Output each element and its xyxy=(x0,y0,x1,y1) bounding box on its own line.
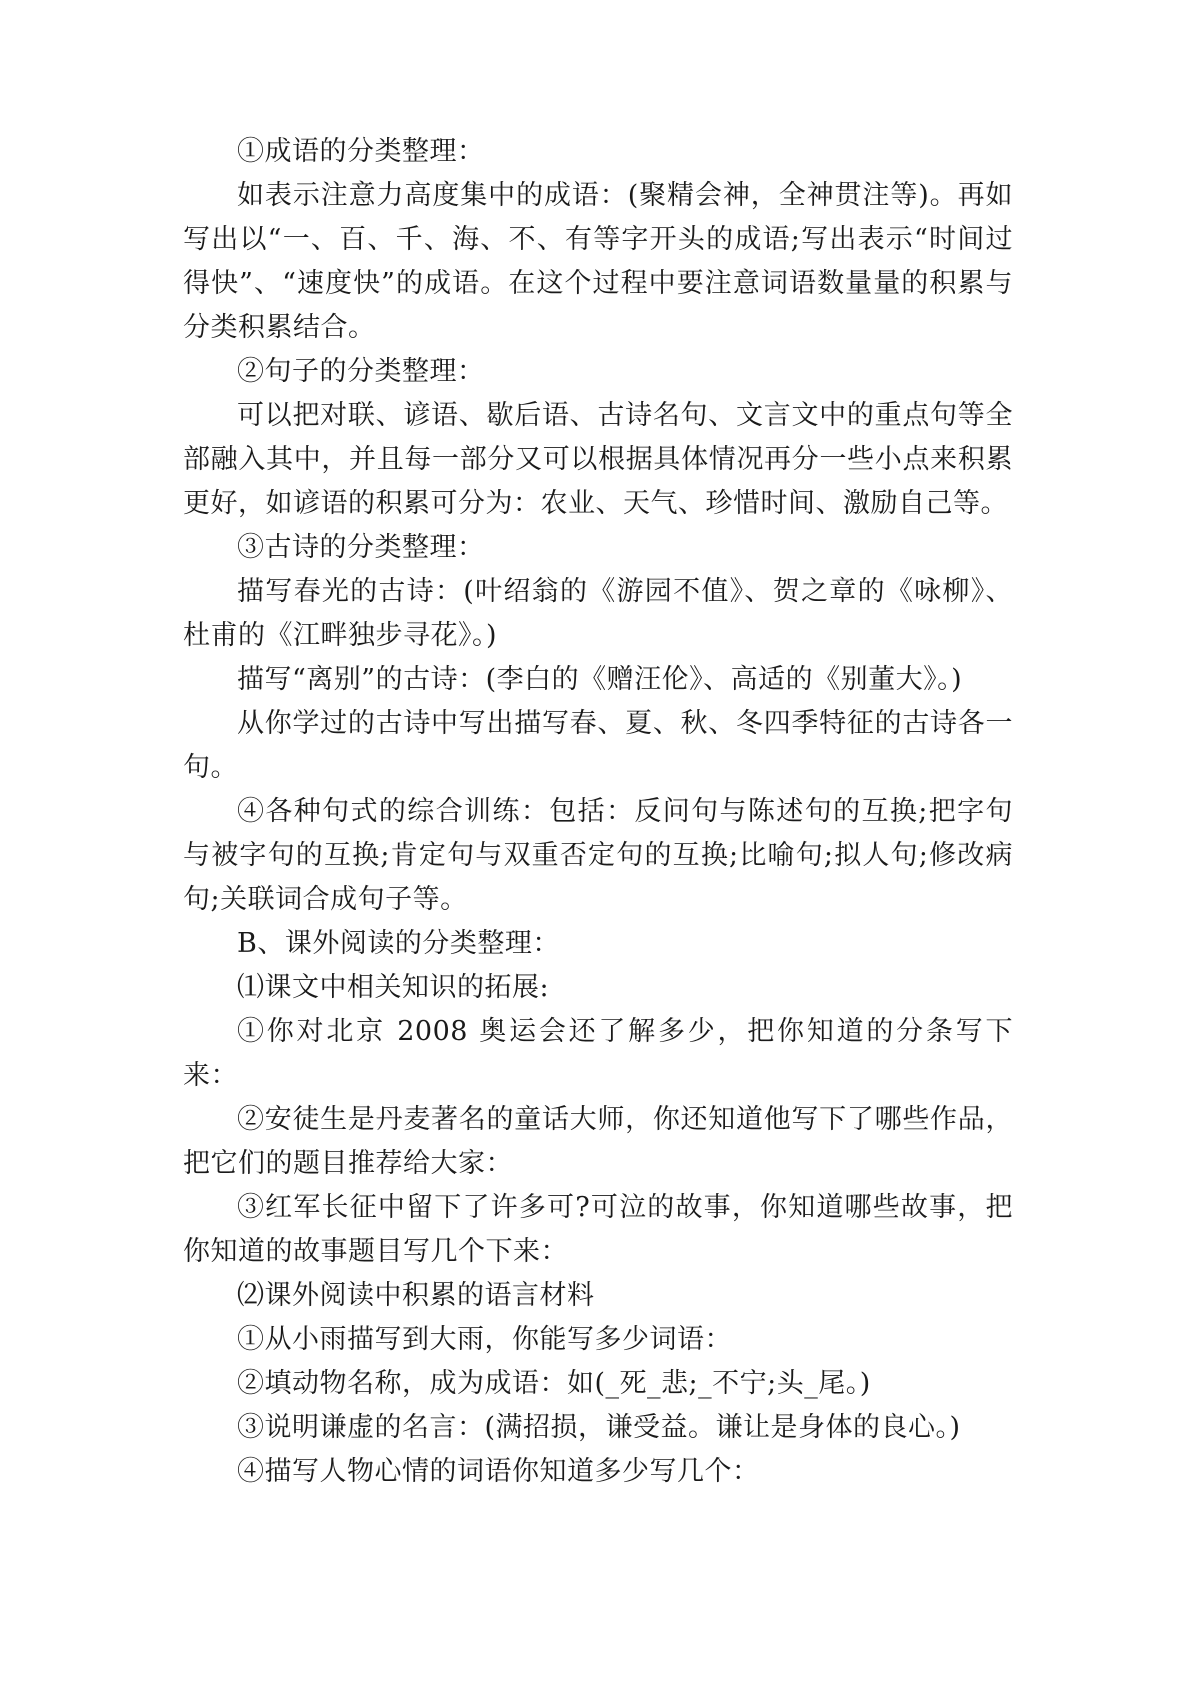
paragraph: ⑵课外阅读中积累的语言材料 xyxy=(237,1280,595,1311)
paragraph: B、课外阅读的分类整理： xyxy=(237,928,560,959)
document-body xyxy=(183,130,1013,1494)
paragraph: ②安徒生是丹麦著名的童话大师，你还知道他写下了哪些作品，把它们的题目推荐给大家： xyxy=(183,1104,1013,1179)
paragraph: ①成语的分类整理： xyxy=(237,136,485,167)
paragraph: ③红军长征中留下了许多可?可泣的故事，你知道哪些故事，把你知道的故事题目写几个下来： xyxy=(183,1192,1013,1267)
paragraph: ④描写人物心情的词语你知道多少写几个： xyxy=(237,1456,760,1487)
paragraph: 可以把对联、谚语、歇后语、古诗名句、文言文中的重点句等全部融入其中，并且每一部分又可以根据具体情况再分一些小点来积累更好，如谚语的积累可分为：农业、天气、珍惜时间、激励自己等。 xyxy=(183,400,1013,519)
paragraph: ①从小雨描写到大雨，你能写多少词语： xyxy=(237,1324,732,1355)
paragraph: ②填动物名称，成为成语：如(_死_悲;_不宁;头_尾。) xyxy=(237,1368,871,1399)
paragraph: 从你学过的古诗中写出描写春、夏、秋、冬四季特征的古诗各一句。 xyxy=(183,708,1013,783)
paragraph: 描写春光的古诗：(叶绍翁的《游园不值》、贺之章的《咏柳》、杜甫的《江畔独步寻花》。) xyxy=(183,576,1013,651)
paragraph: 如表示注意力高度集中的成语：(聚精会神，全神贯注等)。再如写出以“一、百、千、海、不、有等字开头的成语;写出表示“时间过得快”、“速度快”的成语。在这个过程中要注意词语数量量的积累与分类积累结合。 xyxy=(183,180,1013,343)
paragraph: ③说明谦虚的名言：(满招损，谦受益。谦让是身体的良心。) xyxy=(237,1412,961,1443)
paragraph: ②句子的分类整理： xyxy=(237,356,485,387)
paragraph: ⑴课文中相关知识的拓展: xyxy=(237,972,550,1003)
paragraph: ①你对北京 2008 奥运会还了解多少，把你知道的分条写下来： xyxy=(183,1016,1013,1091)
paragraph: 描写“离别”的古诗：(李白的《赠汪伦》、高适的《别董大》。) xyxy=(237,664,963,695)
paragraph: ③古诗的分类整理： xyxy=(237,532,485,563)
paragraph: ④各种句式的综合训练：包括：反问句与陈述句的互换;把字句与被字句的互换;肯定句与双重否定句的互换;比喻句;拟人句;修改病句;关联词合成句子等。 xyxy=(183,796,1013,915)
